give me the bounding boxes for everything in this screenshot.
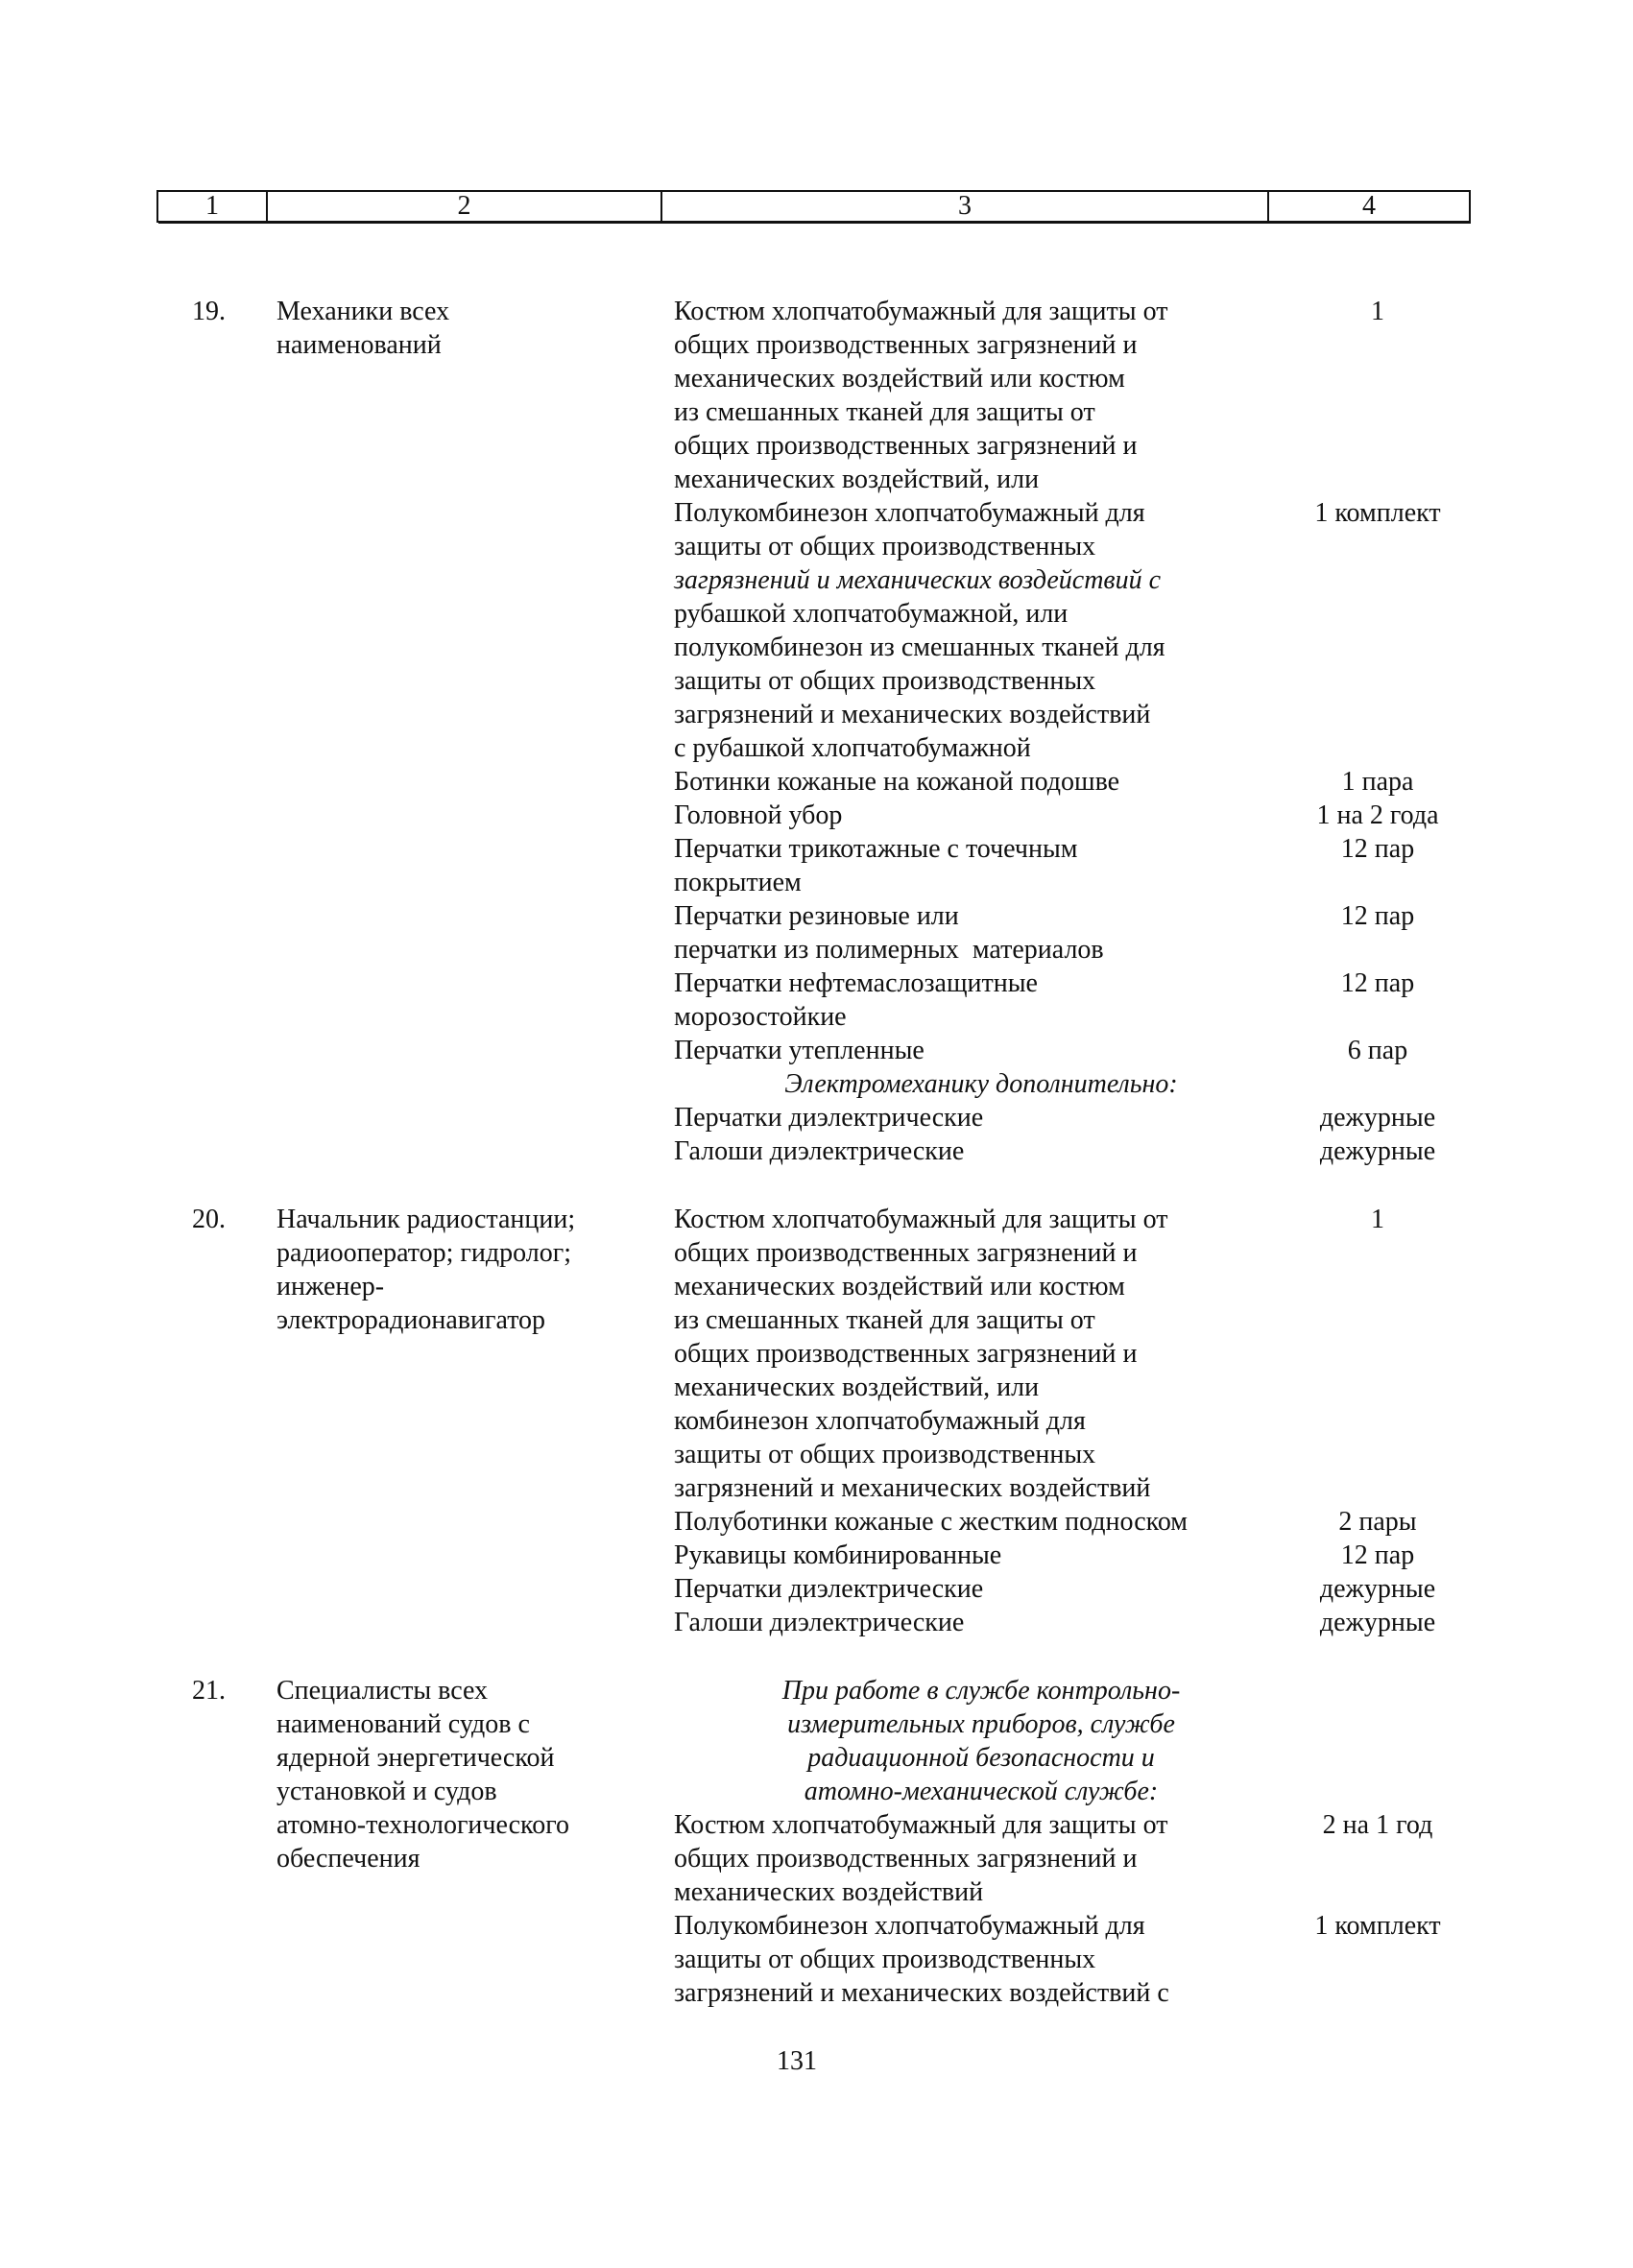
item-line: загрязнений и механических воздействий <box>674 1473 1151 1503</box>
position-line: обеспечения <box>276 1844 420 1874</box>
item-line: загрязнений и механических воздействий <box>674 700 1151 729</box>
item-line: Костюм хлопчатобумажный для защиты от <box>674 1810 1168 1840</box>
item-line: механических воздействий, или <box>674 465 1040 494</box>
item-line: Полуботинки кожаные с жестким подноском <box>674 1507 1189 1537</box>
item-line: общих производственных загрязнений и <box>674 330 1138 360</box>
item-line: защиты от общих производственных <box>674 1440 1096 1469</box>
item-line: морозостойкие <box>674 1002 847 1032</box>
position-line: наименований <box>276 330 442 360</box>
position-line: ядерной энергетической <box>276 1743 555 1773</box>
item-quantity: 12 пар <box>1340 834 1415 864</box>
item-line: Полукомбинезон хлопчатобумажный для <box>674 1911 1145 1941</box>
item-line: общих производственных загрязнений и <box>674 1844 1138 1874</box>
item-line: защиты от общих производственных <box>674 532 1096 561</box>
item-line: из смешанных тканей для защиты от <box>674 397 1095 427</box>
item-quantity: 1 комплект <box>1314 498 1441 528</box>
item-quantity: 1 <box>1371 297 1384 326</box>
item-line: Полукомбинезон хлопчатобумажный для <box>674 498 1145 528</box>
item-line: Рукавицы комбинированные <box>674 1540 1002 1570</box>
position-line: инженер- <box>276 1272 385 1301</box>
item-line: рубашкой хлопчатобумажной, или <box>674 599 1069 629</box>
item-quantity: 1 на 2 года <box>1316 800 1439 830</box>
header-underline <box>158 221 1471 224</box>
item-line: механических воздействий или костюм <box>674 364 1125 394</box>
item-line: защиты от общих производственных <box>674 666 1096 696</box>
item-line: с рубашкой хлопчатобумажной <box>674 733 1031 763</box>
row-number: 19. <box>192 297 226 326</box>
item-line: механических воздействий <box>674 1877 984 1907</box>
item-line: из смешанных тканей для защиты от <box>674 1305 1095 1335</box>
item-line: Костюм хлопчатобумажный для защиты от <box>674 297 1168 326</box>
item-line: Перчатки трикотажные с точечным <box>674 834 1078 864</box>
item-line: загрязнений и механических воздействий с <box>674 565 1162 595</box>
position-line: Специалисты всех <box>276 1676 489 1706</box>
position-line: радиооператор; гидролог; <box>276 1238 572 1268</box>
item-quantity: 1 комплект <box>1314 1911 1441 1941</box>
item-line: Галоши диэлектрические <box>674 1608 965 1637</box>
item-quantity: 12 пар <box>1340 901 1415 931</box>
header-col-1: 1 <box>156 190 268 223</box>
item-line: Перчатки нефтемаслозащитные <box>674 968 1038 998</box>
item-quantity: 1 <box>1371 1205 1384 1234</box>
subheading: Электромеханику дополнительно: <box>784 1069 1178 1099</box>
item-quantity: 1 пара <box>1341 767 1414 797</box>
item-line: покрытием <box>674 868 802 897</box>
item-line: общих производственных загрязнений и <box>674 1238 1138 1268</box>
header-col-4: 4 <box>1267 190 1471 223</box>
item-line: загрязнений и механических воздействий с <box>674 1978 1169 2008</box>
position-line: атомно-технологического <box>276 1810 570 1840</box>
subheading-line: атомно-механической службе: <box>804 1777 1159 1806</box>
position-line: установкой и судов <box>276 1777 497 1806</box>
item-line: Перчатки диэлектрические <box>674 1103 984 1133</box>
item-quantity: дежурные <box>1319 1136 1436 1166</box>
position-line: Начальник радиостанции; <box>276 1205 576 1234</box>
item-line: Галоши диэлектрические <box>674 1136 965 1166</box>
row-number: 20. <box>192 1205 226 1234</box>
item-quantity: 12 пар <box>1340 1540 1415 1570</box>
item-line: Перчатки диэлектрические <box>674 1574 984 1604</box>
item-quantity: дежурные <box>1319 1103 1436 1133</box>
page-number: 131 <box>777 2046 817 2076</box>
item-line: комбинезон хлопчатобумажный для <box>674 1406 1086 1436</box>
position-line: Механики всех <box>276 297 450 326</box>
position-line: наименований судов с <box>276 1709 530 1739</box>
item-line: Головной убор <box>674 800 843 830</box>
item-line: Перчатки утепленные <box>674 1036 925 1065</box>
subheading-line: радиационной безопасности и <box>807 1743 1155 1773</box>
item-quantity: дежурные <box>1319 1574 1436 1604</box>
item-line: механических воздействий или костюм <box>674 1272 1125 1301</box>
item-quantity: 2 пары <box>1338 1507 1417 1537</box>
header-col-3: 3 <box>660 190 1269 223</box>
item-line: механических воздействий, или <box>674 1373 1040 1402</box>
row-number: 21. <box>192 1676 226 1706</box>
item-line: полукомбинезон из смешанных тканей для <box>674 633 1165 662</box>
item-line: общих производственных загрязнений и <box>674 1339 1138 1369</box>
item-line: перчатки из полимерных материалов <box>674 935 1104 965</box>
item-quantity: 12 пар <box>1340 968 1415 998</box>
item-line: защиты от общих производственных <box>674 1945 1096 1974</box>
item-line: общих производственных загрязнений и <box>674 431 1138 461</box>
subheading-line: При работе в службе контрольно- <box>781 1676 1181 1706</box>
item-line: Костюм хлопчатобумажный для защиты от <box>674 1205 1168 1234</box>
position-line: электрорадионавигатор <box>276 1305 546 1335</box>
header-col-2: 2 <box>266 190 662 223</box>
item-quantity: 2 на 1 год <box>1322 1810 1433 1840</box>
item-line: Перчатки резиновые или <box>674 901 959 931</box>
item-quantity: дежурные <box>1319 1608 1436 1637</box>
subheading-line: измерительных приборов, службе <box>787 1709 1175 1739</box>
item-line: Ботинки кожаные на кожаной подошве <box>674 767 1120 797</box>
item-quantity: 6 пар <box>1347 1036 1408 1065</box>
